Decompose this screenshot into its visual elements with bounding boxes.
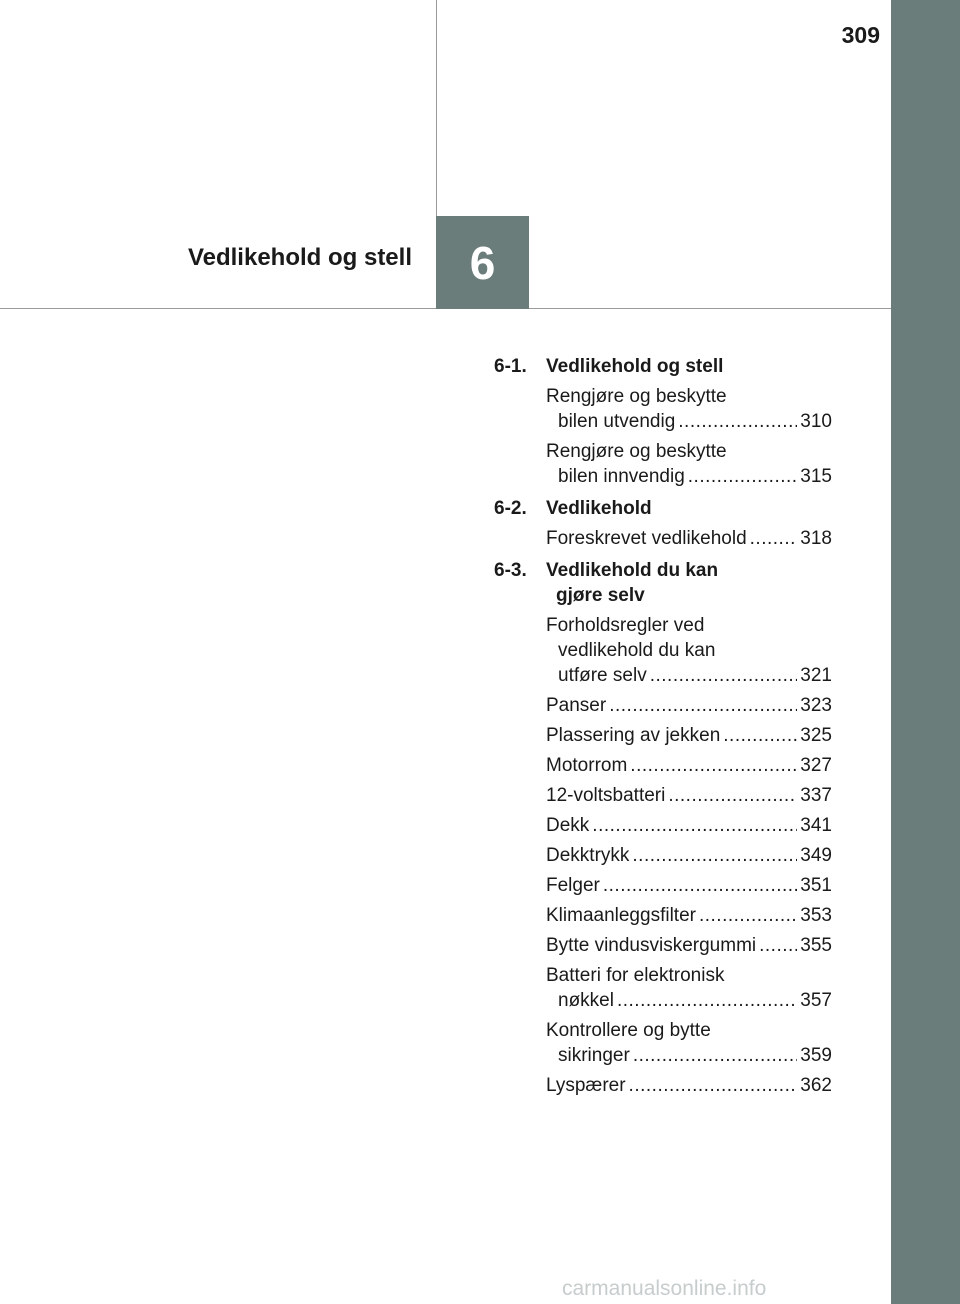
toc-entry[interactable] (546, 1073, 832, 1098)
toc-entry-label: Batteri for elektronisk nøkkel ..... (546, 963, 797, 1013)
toc-entry-label: Forholdsregler ved vedlikehold du kan utføre selv ..... (546, 613, 797, 688)
toc-entry[interactable] (546, 813, 832, 838)
toc-entry[interactable] (546, 526, 832, 551)
toc-section-title: Vedlikehold (546, 498, 652, 519)
toc-entry[interactable] (546, 873, 832, 898)
toc-entry-page: 318 (797, 526, 832, 551)
toc-entry[interactable] (546, 439, 832, 489)
toc-entry[interactable] (546, 384, 832, 434)
toc-entry-page: 321 (797, 663, 832, 688)
toc-entry-page: 353 (797, 903, 832, 928)
toc-section (494, 558, 832, 1098)
chapter-side-band (891, 0, 960, 1304)
toc-entry-label: Motorrom ..... (546, 753, 797, 778)
watermark: carmanualsonline.info (562, 1277, 767, 1300)
page-number: 309 (841, 22, 880, 48)
toc-entry-page: 351 (797, 873, 832, 898)
toc-entry[interactable] (546, 1018, 832, 1068)
toc-entry-label: Rengjøre og beskytte bilen innvendig ..... (546, 439, 797, 489)
toc-section-number: 6-2. (494, 498, 527, 519)
toc-entry[interactable] (546, 933, 832, 958)
toc-section-number: 6-1. (494, 356, 527, 377)
toc-entry-page: 357 (797, 988, 832, 1013)
toc-entry[interactable] (546, 723, 832, 748)
toc-entry[interactable] (546, 783, 832, 808)
toc-entry[interactable] (546, 963, 832, 1013)
toc-entry-page: 355 (797, 933, 832, 958)
toc-section-title: Vedlikehold og stell (546, 356, 724, 377)
toc-entry-label: Foreskrevet vedlikehold ..... (546, 526, 797, 551)
toc-section (494, 496, 832, 551)
toc-entry-page: 341 (797, 813, 832, 838)
toc-entry-page: 327 (797, 753, 832, 778)
toc-entry-label: Bytte vindusviskergummi ..... (546, 933, 797, 958)
toc-entry[interactable] (546, 613, 832, 688)
chapter-number: 6 (469, 236, 496, 289)
toc-section-heading (494, 496, 832, 521)
toc-section-heading (494, 354, 832, 379)
toc-entry-page: 362 (797, 1073, 832, 1098)
table-of-contents (494, 354, 832, 1105)
toc-entry-list (494, 384, 832, 489)
toc-entry-page: 359 (797, 1043, 832, 1068)
chapter-number-box (436, 216, 529, 309)
toc-entry-label: Felger ..... (546, 873, 797, 898)
toc-entry-label: Lyspærer ..... (546, 1073, 797, 1098)
toc-entry[interactable] (546, 903, 832, 928)
toc-entry-page: 323 (797, 693, 832, 718)
toc-entry-list (494, 613, 832, 1098)
toc-entry[interactable] (546, 753, 832, 778)
toc-entry-label: 12-voltsbatteri ..... (546, 783, 797, 808)
toc-entry-label: Kontrollere og bytte sikringer ..... (546, 1018, 797, 1068)
toc-section (494, 354, 832, 489)
toc-entry-list (494, 526, 832, 551)
toc-entry-label: Panser ..... (546, 693, 797, 718)
toc-section-heading (494, 558, 832, 608)
toc-entry-page: 325 (797, 723, 832, 748)
toc-entry[interactable] (546, 843, 832, 868)
toc-entry-page: 349 (797, 843, 832, 868)
toc-entry-label: Klimaanleggsfilter ..... (546, 903, 797, 928)
toc-entry-page: 315 (797, 464, 832, 489)
toc-entry-label: Dekk ..... (546, 813, 797, 838)
toc-entry[interactable] (546, 693, 832, 718)
toc-entry-page: 337 (797, 783, 832, 808)
toc-section-number: 6-3. (494, 560, 527, 581)
toc-entry-label: Dekktrykk ..... (546, 843, 797, 868)
chapter-title: Vedlikehold og stell (187, 244, 412, 271)
toc-section-title: Vedlikehold du kan gjøre selv (546, 560, 719, 606)
toc-entry-label: Rengjøre og beskytte bilen utvendig ..... (546, 384, 797, 434)
toc-entry-page: 310 (797, 409, 832, 434)
toc-entry-label: Plassering av jekken ..... (546, 723, 797, 748)
